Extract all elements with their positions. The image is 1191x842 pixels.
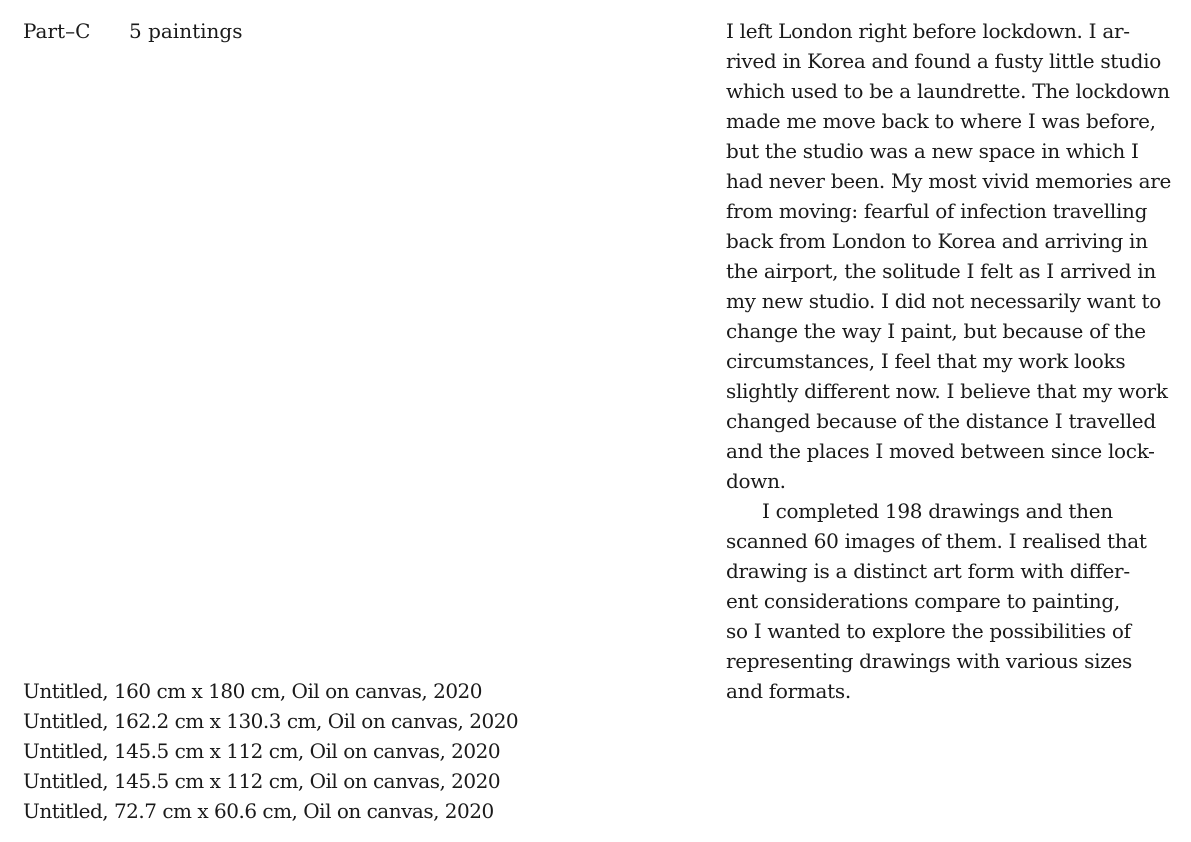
text-line: I left London right before lockdown. I ar- — [726, 19, 1130, 43]
work-caption: Untitled, 145.5 cm x 112 cm, Oil on canvas, 2020 — [23, 769, 501, 793]
section-subtitle: 5 paintings — [129, 19, 243, 43]
text-line: made me move back to where I was before, — [726, 109, 1156, 133]
text-line: representing drawings with various sizes — [726, 649, 1132, 673]
text-line: my new studio. I did not necessarily want to — [726, 289, 1161, 313]
work-caption: Untitled, 162.2 cm x 130.3 cm, Oil on canvas, 2020 — [23, 709, 519, 733]
text-line: I completed 198 drawings and then — [762, 499, 1113, 523]
text-line: ent considerations compare to painting, — [726, 589, 1120, 613]
page-header — [23, 16, 242, 46]
text-line: changed because of the distance I travelled — [726, 409, 1156, 433]
section-label: Part–C — [23, 19, 91, 43]
text-line: scanned 60 images of them. I realised that — [726, 529, 1147, 553]
work-caption: Untitled, 72.7 cm x 60.6 cm, Oil on canvas, 2020 — [23, 799, 494, 823]
essay-paragraph-2 — [726, 496, 1171, 706]
text-line: down. — [726, 469, 786, 493]
text-line: slightly different now. I believe that my work — [726, 379, 1168, 403]
text-line: back from London to Korea and arriving in — [726, 229, 1148, 253]
text-line: the airport, the solitude I felt as I arrived in — [726, 259, 1156, 283]
text-line: from moving: fearful of infection travelling — [726, 199, 1148, 223]
text-line: and the places I moved between since lock- — [726, 439, 1155, 463]
text-line: but the studio was a new space in which I — [726, 139, 1139, 163]
work-caption: Untitled, 160 cm x 180 cm, Oil on canvas, 2020 — [23, 679, 482, 703]
text-line: circumstances, I feel that my work looks — [726, 349, 1126, 373]
text-line: change the way I paint, but because of the — [726, 319, 1146, 343]
text-line: had never been. My most vivid memories are — [726, 169, 1172, 193]
works-list — [23, 676, 518, 826]
text-line: so I wanted to explore the possibilities of — [726, 619, 1131, 643]
text-line: and formats. — [726, 679, 851, 703]
text-line: which used to be a laundrette. The lockdown — [726, 79, 1170, 103]
essay-paragraph-1 — [726, 16, 1171, 496]
text-line: rived in Korea and found a fusty little studio — [726, 49, 1161, 73]
text-line: drawing is a distinct art form with differ- — [726, 559, 1130, 583]
essay-text — [726, 16, 1171, 706]
work-caption: Untitled, 145.5 cm x 112 cm, Oil on canvas, 2020 — [23, 739, 501, 763]
